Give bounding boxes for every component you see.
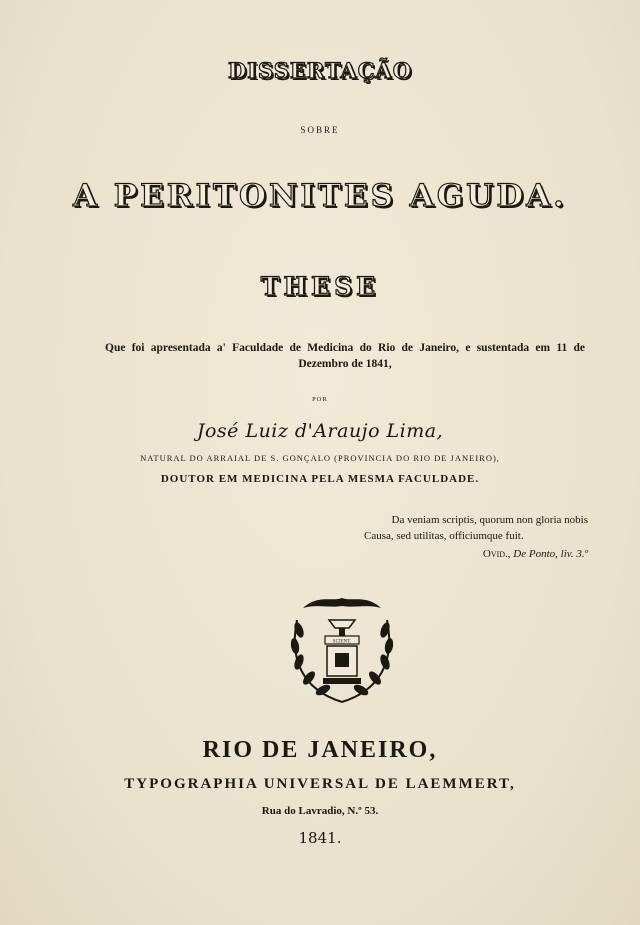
epigraph-attribution-author: Ovid., <box>482 548 511 560</box>
subject-title: A PERITONITES AGUDA. <box>72 178 568 214</box>
epigraph-attribution <box>483 546 588 562</box>
emblem-label: SCIENT. <box>332 639 352 645</box>
author-degree: DOUTOR EM MEDICINA PELA MESMA FACULDADE. <box>160 473 480 485</box>
por-label: POR <box>312 396 328 403</box>
laurel-wreath-emblem-icon <box>283 590 401 708</box>
epigraph-line-2: Causa, sed utilitas, officiumque fuit. <box>364 530 524 542</box>
imprint-year: 1841. <box>298 829 342 847</box>
presentation-statement: Que foi apresentada a' Faculdade de Medicina do Rio de Janeiro, e sustentada em 11 de Dezembro de 1841, <box>105 342 585 370</box>
author-origin: NATURAL DO ARRAIAL DE S. GONÇALO (PROVINCIA DO RIO DE JANEIRO), <box>140 453 500 463</box>
imprint-address: Rua do Lavradio, N.º 53. <box>261 805 379 817</box>
imprint-city: RIO DE JANEIRO, <box>202 737 438 763</box>
sobre-label: SOBRE <box>300 125 340 135</box>
these-heading: THESE <box>260 272 380 301</box>
dissertation-heading: DISSERTAÇÃO <box>227 58 413 83</box>
imprint-printer: TYPOGRAPHIA UNIVERSAL DE LAEMMERT, <box>124 776 516 792</box>
epigraph-line-1: Da veniam scriptis, quorum non gloria nobis <box>391 514 588 526</box>
author-name: José Luiz d'Araujo Lima, <box>196 420 444 442</box>
epigraph-attribution-work: De Ponto, liv. 3.º <box>513 548 588 560</box>
